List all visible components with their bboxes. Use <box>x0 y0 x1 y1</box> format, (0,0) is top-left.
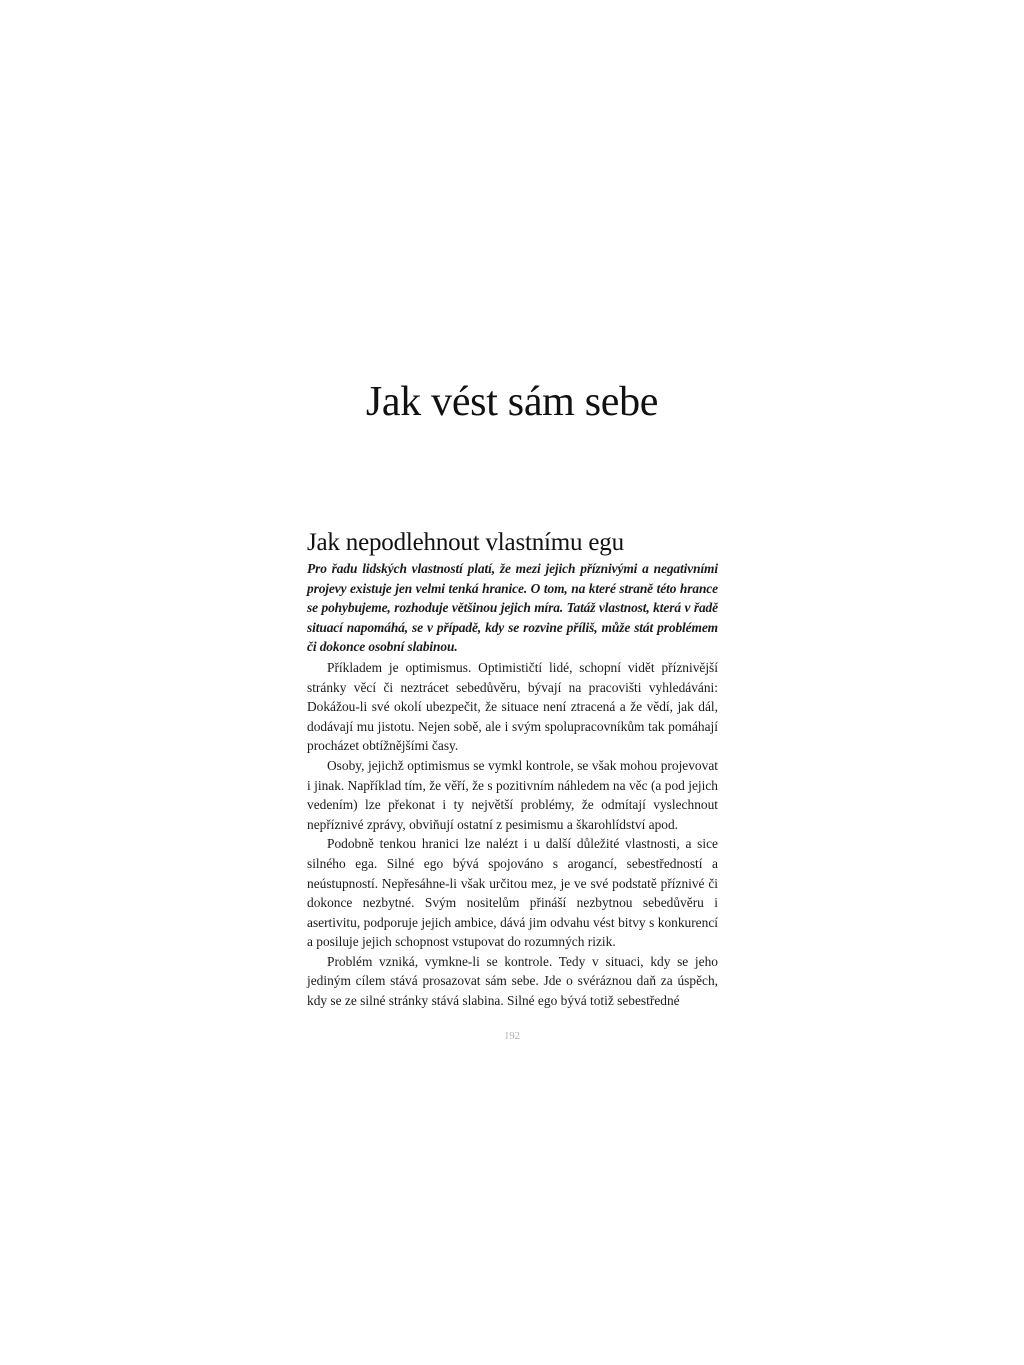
chapter-title: Jak vést sám sebe <box>365 379 659 425</box>
body-paragraph: Příkladem je optimismus. Optimističtí lidé, schopní vidět příznivější stránky věcí či neztrácet sebedůvěru, bývají na pracovišti vyhledáváni: Dokážou-li své okolí ubezpečit, že situace není ztracená a že vědí, jak dál, dodávají mu jistotu. Nejen sobě, ale i svým spolupracovníkům tak pomáhají procházet obtížnějšími časy. <box>307 659 718 754</box>
body-paragraph: Problém vzniká, vymkne-li se kontrole. Tedy v situaci, kdy se jeho jediným cílem stává prosazovat sám sebe. Jde o svéráznou daň za úspěch, kdy se ze silné stránky stává slabina. Silné ego bývá totiž sebestředné <box>307 953 718 1009</box>
body-paragraph: Osoby, jejichž optimismus se vymkl kontrole, se však mohou projevovat i jinak. Například tím, že věří, že s pozitivním náhledem na věc (a pod jejich vedením) lze překonat i ty největší problémy, že odmítají vyslechnout nepříznivé zprávy, obviňují ostatní z pesimismu a škarohlídství apod. <box>307 757 718 832</box>
body-paragraph: Podobně tenkou hranici lze nalézt i u další důležité vlastnosti, a sice silného ega. Silné ego bývá spojováno s arogancí, sebestředností a neústupností. Nepřesáhne-li však určitou mez, je ve své podstatě příznivé či dokonce nezbytné. Svým nositelům přináší nezbytnou sebedůvěru i asertivitu, podporuje jejich ambice, dává jim odvahu vést bitvy s konkurencí a posiluje jejich schopnost vstupovat do rozumných rizik. <box>307 836 718 950</box>
page-number: 192 <box>504 1031 520 1042</box>
section-title: Jak nepodlehnout vlastnímu egu <box>307 529 624 556</box>
section-lead: Pro řadu lidských vlastností platí, že mezi jejich příznivými a negativními projevy existuje jen velmi tenká hranice. O tom, na které straně této hrance se pohybujeme, rozhoduje většinou jejich míra. Tatáž vlastnost, která v řadě situací napomáhá, se v případě, kdy se rozvine příliš, může stát problémem či dokonce osobní slabinou. <box>307 561 718 655</box>
section-content <box>307 528 718 1011</box>
